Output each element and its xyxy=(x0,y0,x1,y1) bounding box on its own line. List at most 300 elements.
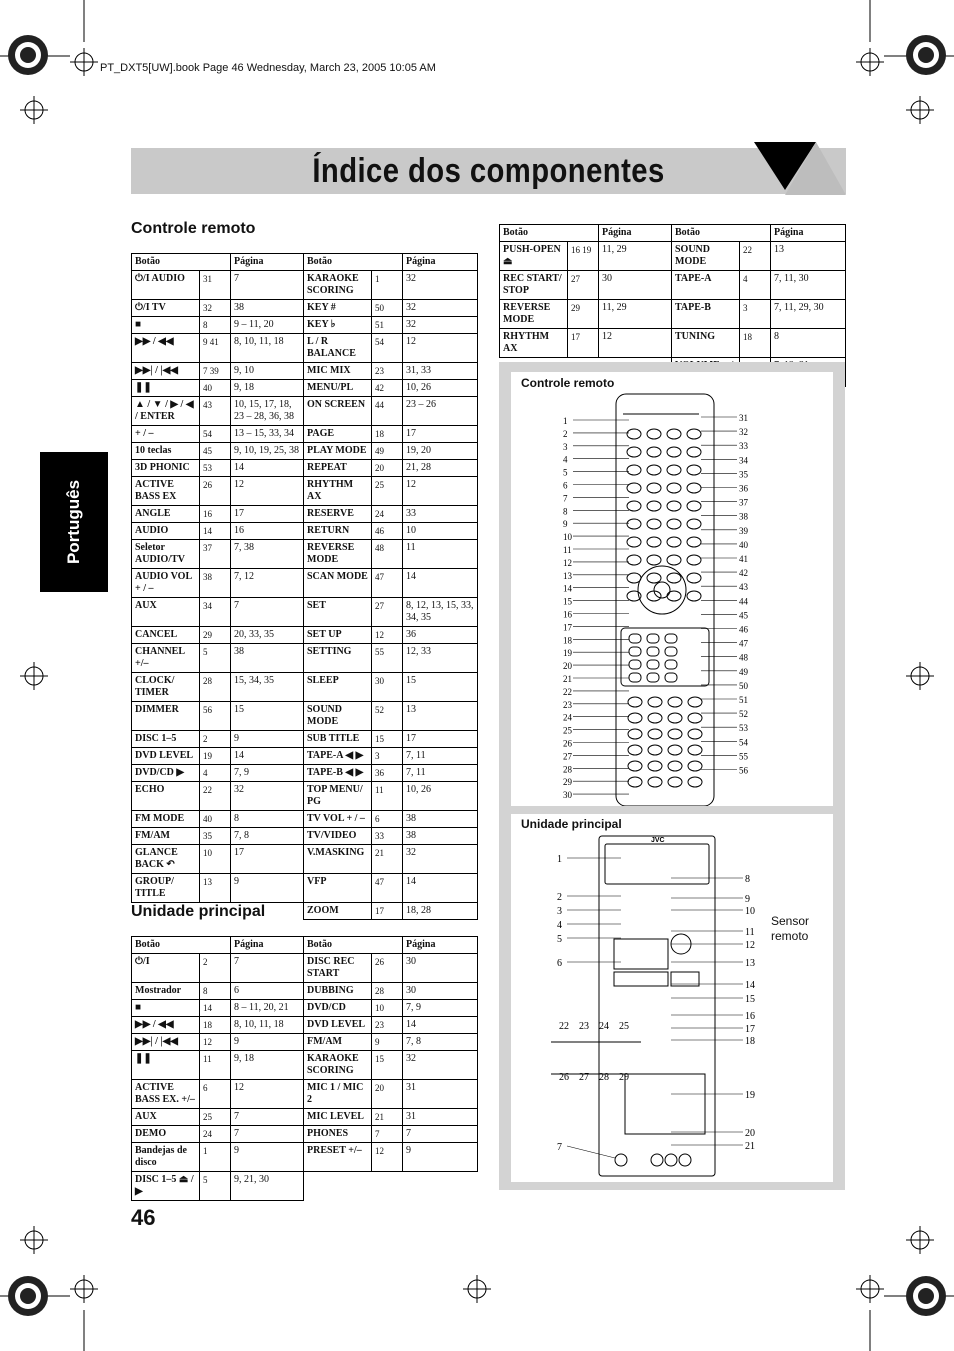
remote-callout-8: 8 xyxy=(563,506,568,517)
unit-callout-18: 18 xyxy=(745,1036,755,1047)
page-refs: 23 – 26 xyxy=(403,397,478,426)
button-name: DISC 1–5 xyxy=(132,731,200,748)
language-tab-label: Português xyxy=(64,479,83,565)
button-name: AUDIO xyxy=(132,523,200,540)
file-header: PT_DXT5[UW].book Page 46 Wednesday, March 23, 2005 10:05 AM xyxy=(100,62,436,74)
remote-button xyxy=(628,697,642,707)
remote-button xyxy=(648,761,662,771)
table-row xyxy=(132,443,478,460)
callout-ref: 15 xyxy=(372,731,403,748)
button-name: VFP xyxy=(304,874,372,903)
table-row xyxy=(132,1143,478,1172)
remote-button xyxy=(668,761,682,771)
page-refs: 32 xyxy=(231,782,304,811)
unit-diagram-label: Unidade principal xyxy=(521,817,622,831)
page-refs: 31 xyxy=(403,1080,478,1109)
unit-callout-12: 12 xyxy=(745,940,755,951)
table-header-row xyxy=(500,225,846,242)
callout-ref: 9 xyxy=(372,1034,403,1051)
page-refs: 12 xyxy=(599,329,672,358)
button-name: DISC 1–5 ⏏ / ▶ xyxy=(132,1172,200,1201)
table-row xyxy=(132,954,478,983)
callout-ref: 12 xyxy=(200,1034,231,1051)
remote-button xyxy=(688,777,702,787)
remote-button xyxy=(687,591,701,601)
remote-button xyxy=(668,777,682,787)
table-row xyxy=(132,845,478,874)
callout-ref: 26 xyxy=(200,477,231,506)
button-name: TAPE-A ◀ ▶ xyxy=(304,748,372,765)
remote-callout-28: 28 xyxy=(563,764,572,775)
remote-button xyxy=(628,745,642,755)
brand-logo: JVC xyxy=(651,837,665,844)
button-name: MIC 1 / MIC 2 xyxy=(304,1080,372,1109)
button-name: TV/VIDEO xyxy=(304,828,372,845)
callout-ref: 37 xyxy=(200,540,231,569)
remote-button xyxy=(668,745,682,755)
callout-ref: 2 xyxy=(200,954,231,983)
column-header: Botão xyxy=(304,254,403,271)
table-row xyxy=(132,598,478,627)
callout-ref: 18 xyxy=(740,329,771,358)
button-name: DVD LEVEL xyxy=(132,748,200,765)
keypad-key xyxy=(647,673,659,682)
button-name: AUX xyxy=(132,598,200,627)
remote-callout-48: 48 xyxy=(739,652,748,663)
table-row xyxy=(132,1126,478,1143)
button-name: ❚❚ xyxy=(132,380,200,397)
remote-button xyxy=(668,713,682,723)
page-refs: 17 xyxy=(403,731,478,748)
page-refs: 7, 11 xyxy=(403,748,478,765)
page-refs: 31 xyxy=(403,1109,478,1126)
page-refs: 38 xyxy=(231,300,304,317)
table-row xyxy=(132,811,478,828)
table-row xyxy=(132,644,478,673)
page-refs: 9, 10, 19, 25, 38 xyxy=(231,443,304,460)
button-name: TAPE-B ◀ ▶ xyxy=(304,765,372,782)
table-row xyxy=(132,702,478,731)
table-row xyxy=(500,329,846,358)
button-name: SLEEP xyxy=(304,673,372,702)
page-refs: 9, 10 xyxy=(231,363,304,380)
callout-ref: 54 xyxy=(372,334,403,363)
table-row xyxy=(132,748,478,765)
remote-button xyxy=(687,483,701,493)
page-refs: 21, 28 xyxy=(403,460,478,477)
page-refs: 30 xyxy=(403,954,478,983)
button-name: KARAOKE SCORING xyxy=(304,271,372,300)
unit-callout-13: 13 xyxy=(745,958,755,969)
keypad-key xyxy=(629,673,641,682)
unit-callout-3: 3 xyxy=(557,906,562,917)
remote-button xyxy=(648,729,662,739)
button-name: ⏻/I TV xyxy=(132,300,200,317)
remote-button xyxy=(627,429,641,439)
button-name: RHYTHM AX xyxy=(304,477,372,506)
remote-callout-33: 33 xyxy=(739,441,748,452)
remote-button xyxy=(627,519,641,529)
remote-button xyxy=(667,429,681,439)
remote-callout-38: 38 xyxy=(739,511,748,522)
page-refs: 16 xyxy=(231,523,304,540)
callout-ref: 17 xyxy=(568,329,599,358)
empty-cell xyxy=(403,1172,478,1201)
table-row xyxy=(132,460,478,477)
button-name: ▶▶ / ◀◀ xyxy=(132,334,200,363)
button-name: TOP MENU/ PG xyxy=(304,782,372,811)
column-header: Botão xyxy=(672,225,771,242)
page-refs: 12 xyxy=(231,477,304,506)
table-row xyxy=(132,363,478,380)
page-refs: 15 xyxy=(231,702,304,731)
callout-ref: 45 xyxy=(200,443,231,460)
remote-button xyxy=(647,555,661,565)
page-refs: 7 xyxy=(231,1126,304,1143)
callout-ref: 47 xyxy=(372,874,403,903)
remote-callout-20: 20 xyxy=(563,661,572,672)
callout-ref: 49 xyxy=(372,443,403,460)
button-name: ▶▶| / |◀◀ xyxy=(132,1034,200,1051)
page-refs: 7, 8 xyxy=(403,1034,478,1051)
callout-ref: 26 xyxy=(372,954,403,983)
table-row xyxy=(132,1109,478,1126)
table-row xyxy=(132,903,478,920)
page-refs: 8 xyxy=(771,329,846,358)
button-name: CHANNEL +/– xyxy=(132,644,200,673)
remote-callout-27: 27 xyxy=(563,751,572,762)
callout-ref: 25 xyxy=(372,477,403,506)
remote-button xyxy=(667,483,681,493)
page-refs: 7 xyxy=(403,1126,478,1143)
remote-button xyxy=(648,697,662,707)
column-header: Página xyxy=(231,254,304,271)
remote-button xyxy=(688,745,702,755)
remote-button xyxy=(668,697,682,707)
button-name: ON SCREEN xyxy=(304,397,372,426)
button-name: CLOCK/ TIMER xyxy=(132,673,200,702)
callout-ref: 6 xyxy=(372,811,403,828)
remote-callout-56: 56 xyxy=(739,765,748,776)
remote-callout-37: 37 xyxy=(739,497,748,508)
callout-ref: 51 xyxy=(372,317,403,334)
button-name: V.MASKING xyxy=(304,845,372,874)
button-name: TAPE-B xyxy=(672,300,740,329)
remote-callout-32: 32 xyxy=(739,427,748,438)
callout-ref: 46 xyxy=(372,523,403,540)
remote-button xyxy=(688,713,702,723)
callout-ref: 29 xyxy=(568,300,599,329)
page-refs: 13 xyxy=(403,702,478,731)
callout-ref: 22 xyxy=(200,782,231,811)
unit-callout-14: 14 xyxy=(745,980,755,991)
remote-button xyxy=(667,465,681,475)
remote-button xyxy=(628,777,642,787)
button-name: FM/AM xyxy=(304,1034,372,1051)
page-refs: 36 xyxy=(403,627,478,644)
page-refs: 18, 28 xyxy=(403,903,478,920)
callout-ref: 27 xyxy=(568,271,599,300)
unit-callout-25: 25 xyxy=(619,1021,629,1032)
table-row xyxy=(132,426,478,443)
remote-button xyxy=(628,761,642,771)
button-name: MIC LEVEL xyxy=(304,1109,372,1126)
title-bar xyxy=(131,148,846,194)
remote-button xyxy=(647,429,661,439)
button-name: SOUND MODE xyxy=(672,242,740,271)
remote-callout-6: 6 xyxy=(563,480,568,491)
button-name: CANCEL xyxy=(132,627,200,644)
callout-ref: 17 xyxy=(372,903,403,920)
button-name: 10 teclas xyxy=(132,443,200,460)
button-name: ZOOM xyxy=(304,903,372,920)
remote-heading: Controle remoto xyxy=(131,220,256,237)
page-refs: 11 xyxy=(403,540,478,569)
button-name: RETURN xyxy=(304,523,372,540)
button-name: TUNING xyxy=(672,329,740,358)
page-refs: 12 xyxy=(231,1080,304,1109)
button-name: PRESET +/– xyxy=(304,1143,372,1172)
page-refs: 32 xyxy=(403,845,478,874)
unit-callout-21: 21 xyxy=(745,1141,755,1152)
table-row xyxy=(132,731,478,748)
remote-callout-45: 45 xyxy=(739,610,748,621)
remote-button xyxy=(687,555,701,565)
remote-button xyxy=(687,429,701,439)
callout-ref: 4 xyxy=(200,765,231,782)
button-name: MENU/PL xyxy=(304,380,372,397)
page-refs: 7, 11, 30 xyxy=(771,271,846,300)
unit-callout-11: 11 xyxy=(745,927,755,938)
button-name: ⏻/I xyxy=(132,954,200,983)
callout-ref: 28 xyxy=(372,983,403,1000)
button-name: SET UP xyxy=(304,627,372,644)
keypad-key xyxy=(665,673,677,682)
table-row xyxy=(500,300,846,329)
remote-callout-46: 46 xyxy=(739,624,748,635)
page-refs: 14 xyxy=(231,460,304,477)
callout-ref: 18 xyxy=(372,426,403,443)
button-name: RHYTHM AX xyxy=(500,329,568,358)
page-refs: 10, 15, 17, 18, 23 – 28, 36, 38 xyxy=(231,397,304,426)
remote-button xyxy=(688,761,702,771)
callout-ref: 3 xyxy=(740,300,771,329)
callout-ref: 16 19 xyxy=(568,242,599,271)
page-refs: 11, 29 xyxy=(599,242,672,271)
page-refs: 7, 12 xyxy=(231,569,304,598)
callout-ref: 28 xyxy=(200,673,231,702)
table-row xyxy=(132,627,478,644)
column-header: Botão xyxy=(304,937,403,954)
remote-callout-15: 15 xyxy=(563,596,572,607)
remote-button xyxy=(647,483,661,493)
button-name: GROUP/ TITLE xyxy=(132,874,200,903)
page-refs: 7, 11, 29, 30 xyxy=(771,300,846,329)
keypad-key xyxy=(629,660,641,669)
remote-diagram-label: Controle remoto xyxy=(521,376,615,390)
unit-callout-9: 9 xyxy=(745,894,750,905)
unit-callout-4: 4 xyxy=(557,920,562,931)
remote-button xyxy=(668,729,682,739)
page-refs: 9 xyxy=(231,731,304,748)
table-row xyxy=(132,334,478,363)
remote-button xyxy=(647,519,661,529)
page-refs: 9 xyxy=(231,874,304,903)
keypad-key xyxy=(647,634,659,643)
button-name: AUX xyxy=(132,1109,200,1126)
callout-ref: 23 xyxy=(372,363,403,380)
page-refs: 14 xyxy=(403,874,478,903)
callout-ref: 21 xyxy=(372,1109,403,1126)
remote-button xyxy=(667,537,681,547)
callout-ref: 43 xyxy=(200,397,231,426)
unit-callout-26: 26 xyxy=(559,1072,569,1083)
page-refs: 30 xyxy=(403,983,478,1000)
callout-ref: 5 xyxy=(200,1172,231,1201)
button-name: ■ xyxy=(132,1000,200,1017)
unit-callout-6: 6 xyxy=(557,958,562,969)
table-row xyxy=(132,271,478,300)
page-refs: 9 xyxy=(231,1143,304,1172)
button-name: DISC REC START xyxy=(304,954,372,983)
callout-ref: 1 xyxy=(372,271,403,300)
button-name: ▶▶| / |◀◀ xyxy=(132,363,200,380)
button-name: SOUND MODE xyxy=(304,702,372,731)
table-header-row xyxy=(132,937,478,954)
keypad-key xyxy=(647,660,659,669)
callout-ref: 14 xyxy=(200,523,231,540)
remote-callout-5: 5 xyxy=(563,467,568,478)
button-name: SUB TITLE xyxy=(304,731,372,748)
callout-ref: 20 xyxy=(372,460,403,477)
callout-ref: 20 xyxy=(372,1080,403,1109)
page-refs: 14 xyxy=(231,748,304,765)
table-row xyxy=(132,317,478,334)
button-name: TAPE-A xyxy=(672,271,740,300)
page-refs: 32 xyxy=(403,317,478,334)
page-refs: 11, 29 xyxy=(599,300,672,329)
table-row xyxy=(132,673,478,702)
page-refs: 13 xyxy=(771,242,846,271)
callout-ref: 31 xyxy=(200,271,231,300)
column-header: Botão xyxy=(500,225,599,242)
remote-button xyxy=(667,447,681,457)
remote-callout-35: 35 xyxy=(739,469,748,480)
callout-ref: 15 xyxy=(372,1051,403,1080)
unit-callout-5: 5 xyxy=(557,934,562,945)
remote-callout-3: 3 xyxy=(563,441,568,452)
button-name: ▶▶ / ◀◀ xyxy=(132,1017,200,1034)
remote-callout-41: 41 xyxy=(739,554,748,564)
unit-callout-23: 23 xyxy=(579,1021,589,1032)
remote-button xyxy=(627,465,641,475)
callout-ref: 40 xyxy=(200,380,231,397)
callout-ref: 12 xyxy=(372,1143,403,1172)
remote-button xyxy=(627,555,641,565)
unit-callout-29: 29 xyxy=(619,1072,629,1083)
button-name: FM/AM xyxy=(132,828,200,845)
keypad-key xyxy=(665,647,677,656)
remote-callout-39: 39 xyxy=(739,525,748,536)
callout-ref: 13 xyxy=(200,874,231,903)
button-name: ▲ / ▼ / ▶ / ◀ / ENTER xyxy=(132,397,200,426)
callout-ref: 11 xyxy=(372,782,403,811)
empty-cell xyxy=(200,903,231,920)
remote-button xyxy=(627,447,641,457)
remote-callout-16: 16 xyxy=(563,609,572,620)
page-refs: 12, 33 xyxy=(403,644,478,673)
remote-callout-42: 42 xyxy=(739,568,748,579)
page-refs: 10, 26 xyxy=(403,380,478,397)
button-name: ACTIVE BASS EX xyxy=(132,477,200,506)
page-refs: 19, 20 xyxy=(403,443,478,460)
callout-ref: 11 xyxy=(200,1051,231,1080)
callout-ref: 7 39 xyxy=(200,363,231,380)
button-name: Seletor AUDIO/TV xyxy=(132,540,200,569)
page-number: 46 xyxy=(131,1205,156,1230)
callout-ref: 27 xyxy=(372,598,403,627)
remote-callout-36: 36 xyxy=(739,483,748,494)
unit-callout-28: 28 xyxy=(599,1072,609,1083)
page-refs: 14 xyxy=(403,1017,478,1034)
callout-ref: 14 xyxy=(200,1000,231,1017)
callout-ref: 19 xyxy=(200,748,231,765)
callout-ref: 56 xyxy=(200,702,231,731)
page-refs: 15, 34, 35 xyxy=(231,673,304,702)
callout-ref: 12 xyxy=(372,627,403,644)
page-refs: 7, 8 xyxy=(231,828,304,845)
unit-callout-2: 2 xyxy=(557,892,562,903)
remote-callout-51: 51 xyxy=(739,695,748,705)
table-header-row xyxy=(132,254,478,271)
button-name: FM MODE xyxy=(132,811,200,828)
table-row xyxy=(132,540,478,569)
table-row xyxy=(132,765,478,782)
remote-callout-1: 1 xyxy=(563,416,568,426)
unit-callout-16: 16 xyxy=(745,1011,755,1022)
remote-button xyxy=(687,501,701,511)
unit-callout-7: 7 xyxy=(557,1142,562,1153)
page-refs: 8, 10, 11, 18 xyxy=(231,334,304,363)
callout-ref: 53 xyxy=(200,460,231,477)
page-refs: 32 xyxy=(403,1051,478,1080)
language-tab xyxy=(40,452,108,592)
page-refs: 8 xyxy=(231,811,304,828)
unit-callout-8: 8 xyxy=(745,874,750,885)
button-name: DVD/CD xyxy=(304,1000,372,1017)
button-name: RESERVE xyxy=(304,506,372,523)
sensor-label-line1: Sensor xyxy=(771,914,810,928)
callout-ref: 42 xyxy=(372,380,403,397)
page-refs: 9, 18 xyxy=(231,380,304,397)
button-name: ECHO xyxy=(132,782,200,811)
remote-button xyxy=(687,573,701,583)
remote-button xyxy=(648,745,662,755)
remote-button xyxy=(687,519,701,529)
callout-ref: 25 xyxy=(200,1109,231,1126)
button-name: DUBBING xyxy=(304,983,372,1000)
unit-callout-22: 22 xyxy=(559,1021,569,1032)
table-row xyxy=(500,242,846,271)
remote-button xyxy=(627,537,641,547)
column-header: Página xyxy=(599,225,672,242)
page-refs: 32 xyxy=(403,271,478,300)
button-name: PAGE xyxy=(304,426,372,443)
callout-ref: 38 xyxy=(200,569,231,598)
page-refs: 10 xyxy=(403,523,478,540)
remote-callout-4: 4 xyxy=(563,454,568,465)
remote-callout-43: 43 xyxy=(739,582,748,593)
